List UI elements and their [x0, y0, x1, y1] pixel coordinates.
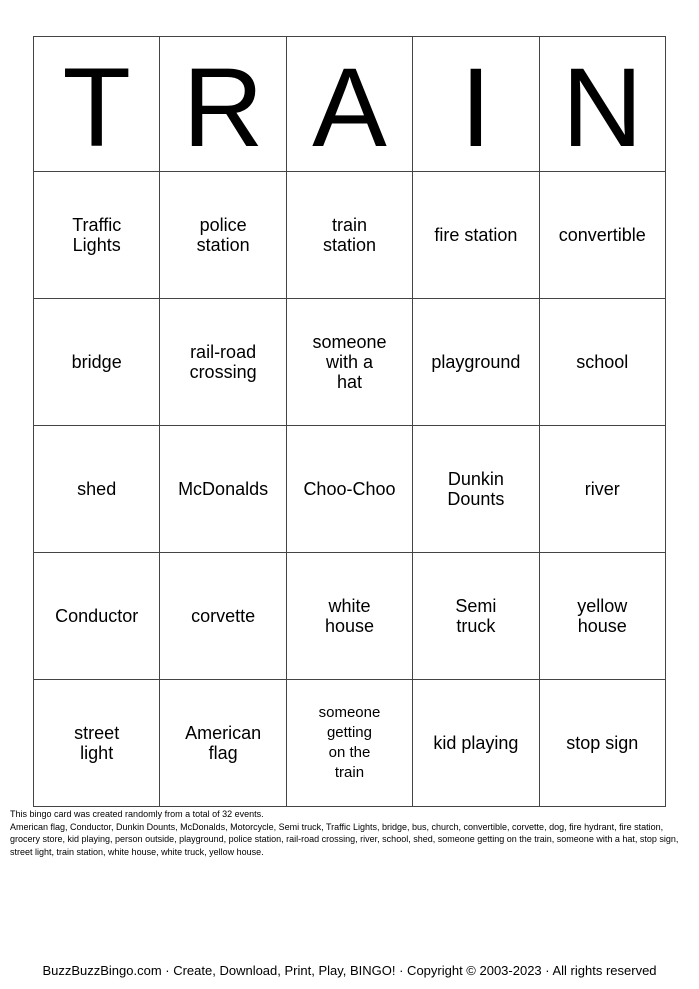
page-footer: BuzzBuzzBingo.com · Create, Download, Print, Play, BINGO! · Copyright © 2003-2023 · All rights reserved	[42, 963, 657, 978]
header-letter-r: R	[160, 37, 286, 172]
card-row	[34, 299, 666, 426]
cell-text: American flag	[185, 723, 262, 763]
bingo-cell	[286, 680, 412, 807]
cell-text: McDonalds	[178, 479, 269, 499]
cell-text: bridge	[71, 352, 122, 372]
cell-text: school	[576, 352, 629, 372]
bingo-card	[33, 36, 666, 807]
cell-text: corvette	[191, 606, 256, 626]
cell-text: rail-road crossing	[189, 342, 257, 382]
events-note	[10, 808, 686, 858]
bingo-cell	[286, 172, 412, 299]
header-letter-a: A	[286, 37, 412, 172]
bingo-cell	[34, 680, 160, 807]
cell-text: someone getting on the train	[318, 704, 381, 781]
cell-text: Traffic Lights	[72, 215, 122, 255]
bingo-cell	[539, 172, 665, 299]
bingo-cell	[413, 172, 539, 299]
header-row	[34, 37, 666, 172]
bingo-cell	[539, 680, 665, 807]
bingo-cell	[34, 299, 160, 426]
cell-text: white house	[324, 596, 374, 636]
bingo-cell	[160, 172, 286, 299]
bingo-cell	[160, 680, 286, 807]
cell-text: shed	[77, 479, 117, 499]
bingo-cell	[34, 172, 160, 299]
bingo-cell	[539, 553, 665, 680]
cell-text: river	[584, 479, 620, 499]
cell-text: yellow house	[577, 596, 628, 636]
bingo-cell	[539, 426, 665, 553]
cell-text: Semi truck	[455, 596, 497, 636]
cell-text: convertible	[558, 225, 646, 245]
header-letter-i: I	[413, 37, 539, 172]
cell-text: police station	[196, 215, 250, 255]
cell-text: train station	[322, 215, 376, 255]
bingo-cell	[286, 426, 412, 553]
card-row	[34, 426, 666, 553]
cell-text: Conductor	[55, 606, 139, 626]
cell-text: Dunkin Dounts	[447, 469, 505, 509]
card-row	[34, 680, 666, 807]
cell-text: kid playing	[433, 733, 519, 753]
bingo-cell	[413, 553, 539, 680]
bingo-cell	[160, 553, 286, 680]
bingo-cell	[539, 299, 665, 426]
cell-text: street light	[74, 723, 120, 763]
cell-text: fire station	[434, 225, 518, 245]
bingo-cell	[286, 299, 412, 426]
header-letter-n: N	[539, 37, 665, 172]
bingo-cell	[34, 553, 160, 680]
bingo-cell	[286, 553, 412, 680]
card-row	[34, 553, 666, 680]
cell-text: someone with a hat	[312, 332, 387, 392]
card-row	[34, 172, 666, 299]
bingo-cell	[413, 426, 539, 553]
cell-text: Choo-Choo	[303, 479, 396, 499]
bingo-cell	[413, 299, 539, 426]
events-note-intro: This bingo card was created randomly from a total of 32 events.	[10, 809, 264, 819]
header-letter-t: T	[34, 37, 160, 172]
bingo-cell	[34, 426, 160, 553]
bingo-cell	[160, 426, 286, 553]
events-list: American flag, Conductor, Dunkin Dounts, McDonalds, Motorcycle, Semi truck, Traffic Lights, bridge, bus, church, convertible, corvette, dog, fire hydrant, fire station, grocery store, kid playing, person outside, playground, police station, rail-road crossing, river, school, shed, someone getting on the train, someone with a hat, stop sign, street light, train station, white house, white truck, yellow house.	[10, 821, 679, 857]
bingo-cell	[413, 680, 539, 807]
cell-text: playground	[431, 352, 521, 372]
cell-text: stop sign	[566, 733, 639, 753]
bingo-cell	[160, 299, 286, 426]
